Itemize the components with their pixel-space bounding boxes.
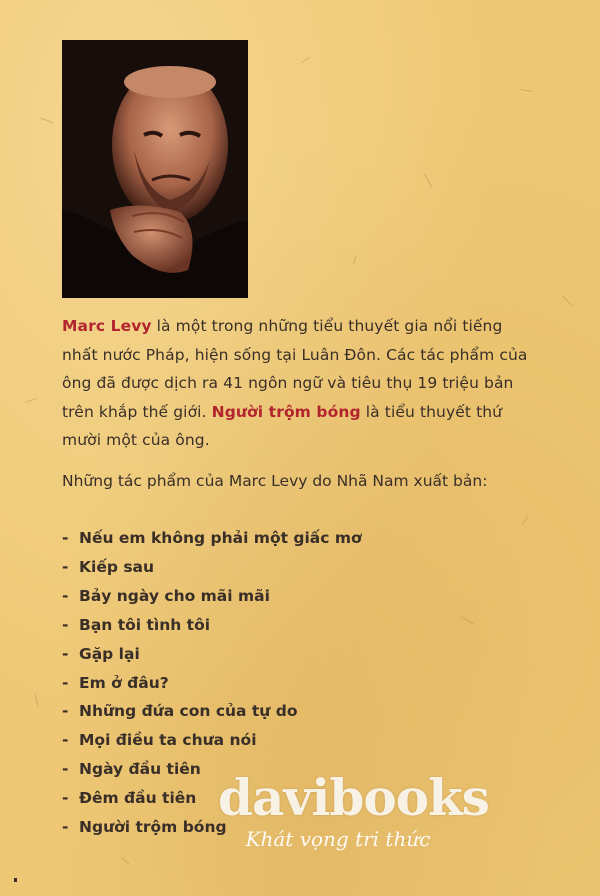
book-title: Em ở đâu? <box>79 673 169 692</box>
author-bio <box>62 312 532 455</box>
book-title: Kiếp sau <box>79 557 155 576</box>
book-title: Đêm đầu tiên <box>79 789 197 808</box>
book-list-item <box>62 582 362 611</box>
list-dash: - <box>62 644 69 663</box>
list-dash: - <box>62 731 69 750</box>
book-title: Mọi điều ta chưa nói <box>79 731 257 750</box>
book-title: Nếu em không phải một giấc mơ <box>79 529 362 547</box>
book-list-item <box>62 524 362 553</box>
list-dash: - <box>62 529 69 547</box>
list-dash: - <box>62 760 69 779</box>
book-list-item <box>62 640 362 669</box>
watermark-name: davibooks <box>218 768 489 827</box>
bio-text-part-1: là một trong những tiểu thuyết gia nổi tiếng nhất nước Pháp, hiện sống tại Luân Đôn. Các tác phẩm của ông đã được dịch ra 41 ngôn ngữ và tiêu thụ 19 triệu bản trên khắp thế giới. <box>62 317 528 421</box>
list-dash: - <box>62 789 69 808</box>
book-title: Bạn tôi tình tôi <box>79 615 211 634</box>
list-dash: - <box>62 557 69 576</box>
watermark-tagline: Khát vọng tri thức <box>245 827 431 851</box>
book-title: Người trộm bóng <box>79 818 227 837</box>
book-list-item <box>62 697 362 726</box>
featured-book-title: Người trộm bóng <box>211 402 361 421</box>
watermark-logo <box>218 768 489 852</box>
book-title: Ngày đầu tiên <box>79 760 201 779</box>
author-photo <box>62 40 248 298</box>
book-list-item <box>62 553 362 582</box>
book-list-item <box>62 726 362 755</box>
author-portrait-image <box>62 40 248 298</box>
list-dash: - <box>62 586 69 605</box>
list-dash: - <box>62 673 69 692</box>
works-intro: Những tác phẩm của Marc Levy do Nhã Nam xuất bản: <box>62 472 488 490</box>
corner-mark <box>14 878 17 882</box>
author-name: Marc Levy <box>62 317 152 335</box>
list-dash: - <box>62 818 69 837</box>
book-title: Bảy ngày cho mãi mãi <box>79 586 270 605</box>
book-list-item <box>62 669 362 698</box>
book-list-item <box>62 611 362 640</box>
list-dash: - <box>62 702 69 721</box>
list-dash: - <box>62 615 69 634</box>
bio-text-part-2: là tiểu thuyết thứ mười một của ông. <box>62 402 503 449</box>
book-title: Những đứa con của tự do <box>79 702 298 721</box>
book-title: Gặp lại <box>79 644 140 663</box>
